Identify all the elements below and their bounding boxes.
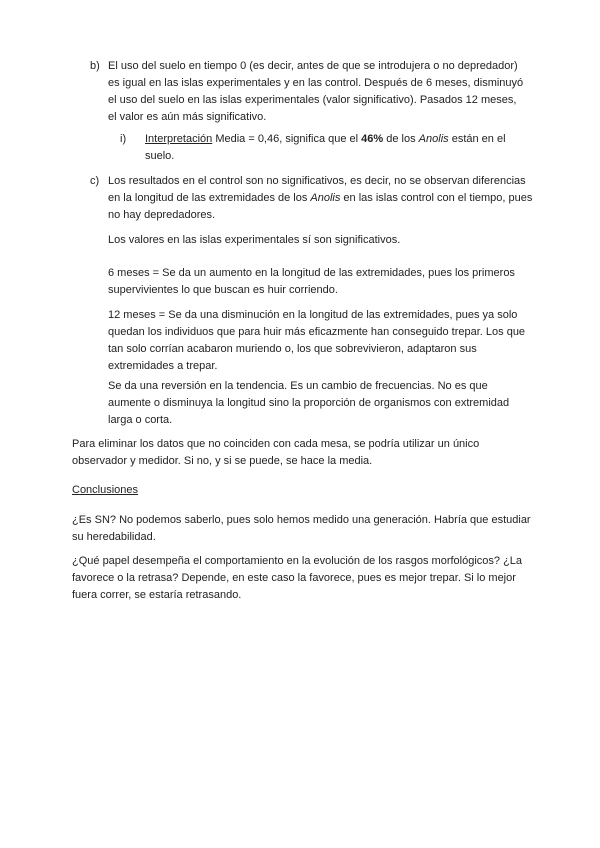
item-b-i-bold: 46% bbox=[361, 133, 384, 145]
para-6-meses: 6 meses = Se da un aumento en la longitud de las extremidades, pues los primeros supervivientes lo que buscan es huir corriendo. bbox=[108, 267, 515, 296]
item-b-i-text bbox=[145, 131, 525, 165]
list-marker-c: c) bbox=[90, 175, 100, 187]
list-marker-b: b) bbox=[90, 60, 100, 72]
para-12-meses: 12 meses = Se da una disminución en la longitud de las extremidades, pues ya solo quedan los individuos que para huir más eficazmente han conseguido trepar. Los que tan solo corrían acabaron muriendo o, los que sobrevivieron, adaptaron sus extremidades a trepar. bbox=[108, 309, 526, 372]
para-reversion: Se da una reversión en la tendencia. Es un cambio de frecuencias. No es que aumente o disminuya la longitud sino la proporción de organismos con extremidad larga o corta. bbox=[108, 380, 510, 426]
item-c-text-after: en las islas control con el tiempo, pues no hay depredadores. bbox=[108, 192, 533, 221]
item-c-italic: Anolis bbox=[310, 192, 341, 204]
item-b-text: El uso del suelo en tiempo 0 (es decir, antes de que se introdujera o no depredador) es igual en las islas experimentales y en las control. Después de 6 meses, disminuyó el uso del suelo en las islas experimentales (valor significativo). Pasados 12 meses, el valor es aún más significativo. bbox=[108, 60, 524, 123]
conclusiones-heading-text: Conclusiones bbox=[72, 484, 139, 496]
interpretacion-label: Interpretación bbox=[145, 133, 213, 145]
item-b-i-text-middle: de los bbox=[383, 133, 419, 145]
item-b-i-text-before: Media = 0,46, significa que el bbox=[212, 133, 362, 145]
para-eliminar: Para eliminar los datos que no coinciden con cada mesa, se podría utilizar un único observador y medidor. Si no, y si se puede, se hace la media. bbox=[72, 438, 480, 467]
para-sn: ¿Es SN? No podemos saberlo, pues solo hemos medido una generación. Habría que estudiar su heredabilidad. bbox=[72, 514, 531, 543]
item-c-text bbox=[108, 173, 533, 224]
item-c-text-before: Los resultados en el control son no significativos, es decir, no se observan diferencias en la longitud de las extremidades de los bbox=[108, 175, 526, 204]
list-marker-i: i) bbox=[120, 133, 127, 145]
conclusiones-heading bbox=[72, 482, 532, 499]
item-b-i-text-after: están en el suelo. bbox=[145, 133, 506, 162]
para-experimental: Los valores en las islas experimentales sí son significativos. bbox=[108, 234, 401, 246]
para-papel: ¿Qué papel desempeña el comportamiento en la evolución de los rasgos morfológicos? ¿La favorece o la retrasa? Depende, en este caso la favorece, pues es mejor trepar. Si lo mejor fuera correr, se estaría retrasando. bbox=[72, 555, 523, 601]
item-b-i-italic: Anolis bbox=[418, 133, 449, 145]
